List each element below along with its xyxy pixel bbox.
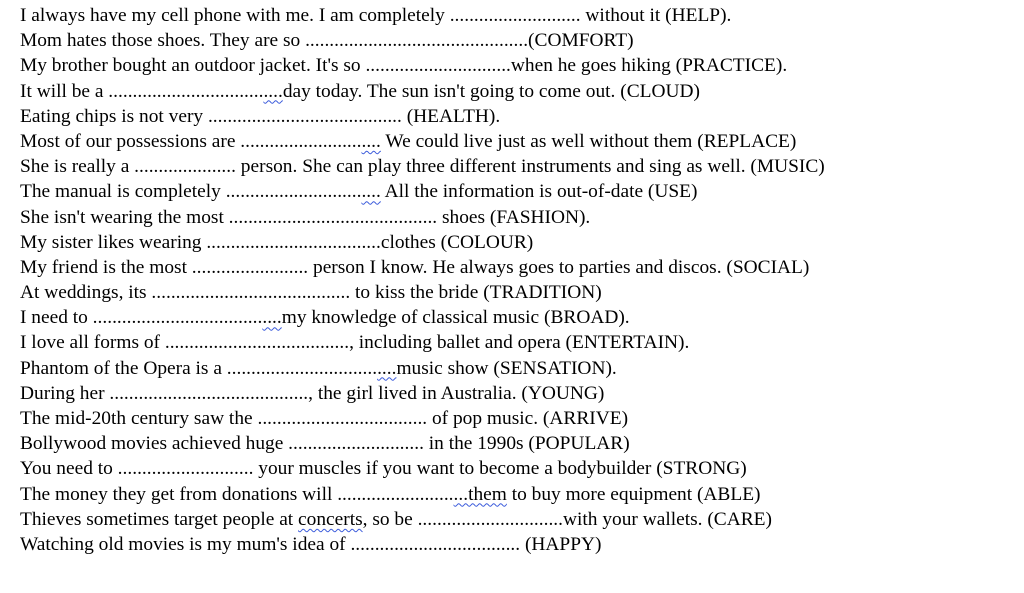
spellcheck-squiggle: concerts <box>298 508 363 530</box>
line-text: Most of our possessions are ......................... <box>20 130 362 152</box>
exercise-line-13 <box>20 305 1015 330</box>
exercise-line-15 <box>20 356 1015 381</box>
line-text: I always have my cell phone with me. I am completely ........................... without it (HELP). <box>20 5 732 26</box>
line-text: She is really a ..................... person. She can play three different instruments and sing as well. (MUSIC) <box>20 156 825 178</box>
line-text: It will be a ................................ <box>20 80 264 102</box>
line-text: She isn't wearing the most ........................................... shoes (FASHION). <box>20 206 591 228</box>
line-text: My brother bought an outdoor jacket. It's so ..............................when he goes hiking (PRACTICE). <box>20 55 788 77</box>
line-text: My friend is the most ........................ person I know. He always goes to parties and discos. (SOCIAL) <box>20 256 810 278</box>
exercise-line-9 <box>20 205 1015 230</box>
exercise-line-20 <box>20 482 1015 507</box>
exercise-line-8 <box>20 179 1015 204</box>
line-text: We could live just as well without them (REPLACE) <box>380 130 797 152</box>
line-text: Mom hates those shoes. They are so ..............................................(COMFORT) <box>20 30 634 52</box>
exercise-line-7 <box>20 154 1015 179</box>
line-text: music show (SENSATION). <box>396 357 617 379</box>
line-text: At weddings, its ......................................... to kiss the bride (TRADITION) <box>20 282 602 304</box>
exercise-line-17 <box>20 406 1015 431</box>
exercise-line-22 <box>20 532 1015 557</box>
exercise-line-11 <box>20 255 1015 280</box>
line-text: You need to ............................ your muscles if you want to become a bodybuilder (STRONG) <box>20 458 747 480</box>
line-text: I need to ................................... <box>20 307 263 329</box>
exercise-line-3 <box>20 53 1015 78</box>
exercise-line-4 <box>20 79 1015 104</box>
line-text: I love all forms of ......................................, including ballet and opera (ENTERTAIN). <box>20 332 690 354</box>
exercise-line-2 <box>20 28 1015 53</box>
line-text: The mid-20th century saw the ................................... of pop music. (ARRIVE) <box>20 408 629 429</box>
exercise-line-19 <box>20 456 1015 481</box>
exercise-line-21 <box>20 507 1015 532</box>
spellcheck-squiggle: .... <box>263 80 283 102</box>
exercise-line-16 <box>20 381 1015 406</box>
line-text: , so be ..............................with your wallets. (CARE) <box>362 508 772 530</box>
exercise-line-12 <box>20 280 1015 305</box>
line-text: My sister likes wearing ....................................clothes (COLOUR) <box>20 231 534 253</box>
line-text: to buy more equipment (ABLE) <box>506 483 761 505</box>
spellcheck-squiggle: .... <box>262 307 282 329</box>
exercise-line-18 <box>20 431 1015 456</box>
line-text: Watching old movies is my mum's idea of ................................... (HAPPY) <box>20 533 602 555</box>
spellcheck-squiggle: ...them <box>453 483 507 505</box>
exercise-line-5 <box>20 104 1015 129</box>
line-text: my knowledge of classical music (BROAD). <box>281 307 630 329</box>
line-text: The money they get from donations will ........................ <box>20 483 454 505</box>
line-text: day today. The sun isn't going to come out. (CLOUD) <box>282 80 700 102</box>
line-text: Eating chips is not very ........................................ (HEALTH). <box>20 105 501 127</box>
line-text: Phantom of the Opera is a ............................... <box>20 357 378 379</box>
line-text: The manual is completely ............................ <box>20 181 362 203</box>
spellcheck-squiggle: .... <box>361 181 381 203</box>
line-text: Bollywood movies achieved huge ............................ in the 1990s (POPULAR) <box>20 433 630 455</box>
line-text: During her ........................................., the girl lived in Australia. (YOUNG) <box>20 382 605 404</box>
exercise-line-6 <box>20 129 1015 154</box>
line-text: Thieves sometimes target people at <box>20 508 299 530</box>
line-text: All the information is out-of-date (USE) <box>380 181 698 203</box>
spellcheck-squiggle: .... <box>377 357 397 379</box>
exercise-line-10 <box>20 230 1015 255</box>
exercise-document <box>20 3 1015 557</box>
exercise-line-14 <box>20 330 1015 355</box>
exercise-line-1 <box>20 3 1015 28</box>
spellcheck-squiggle: .... <box>361 130 381 152</box>
